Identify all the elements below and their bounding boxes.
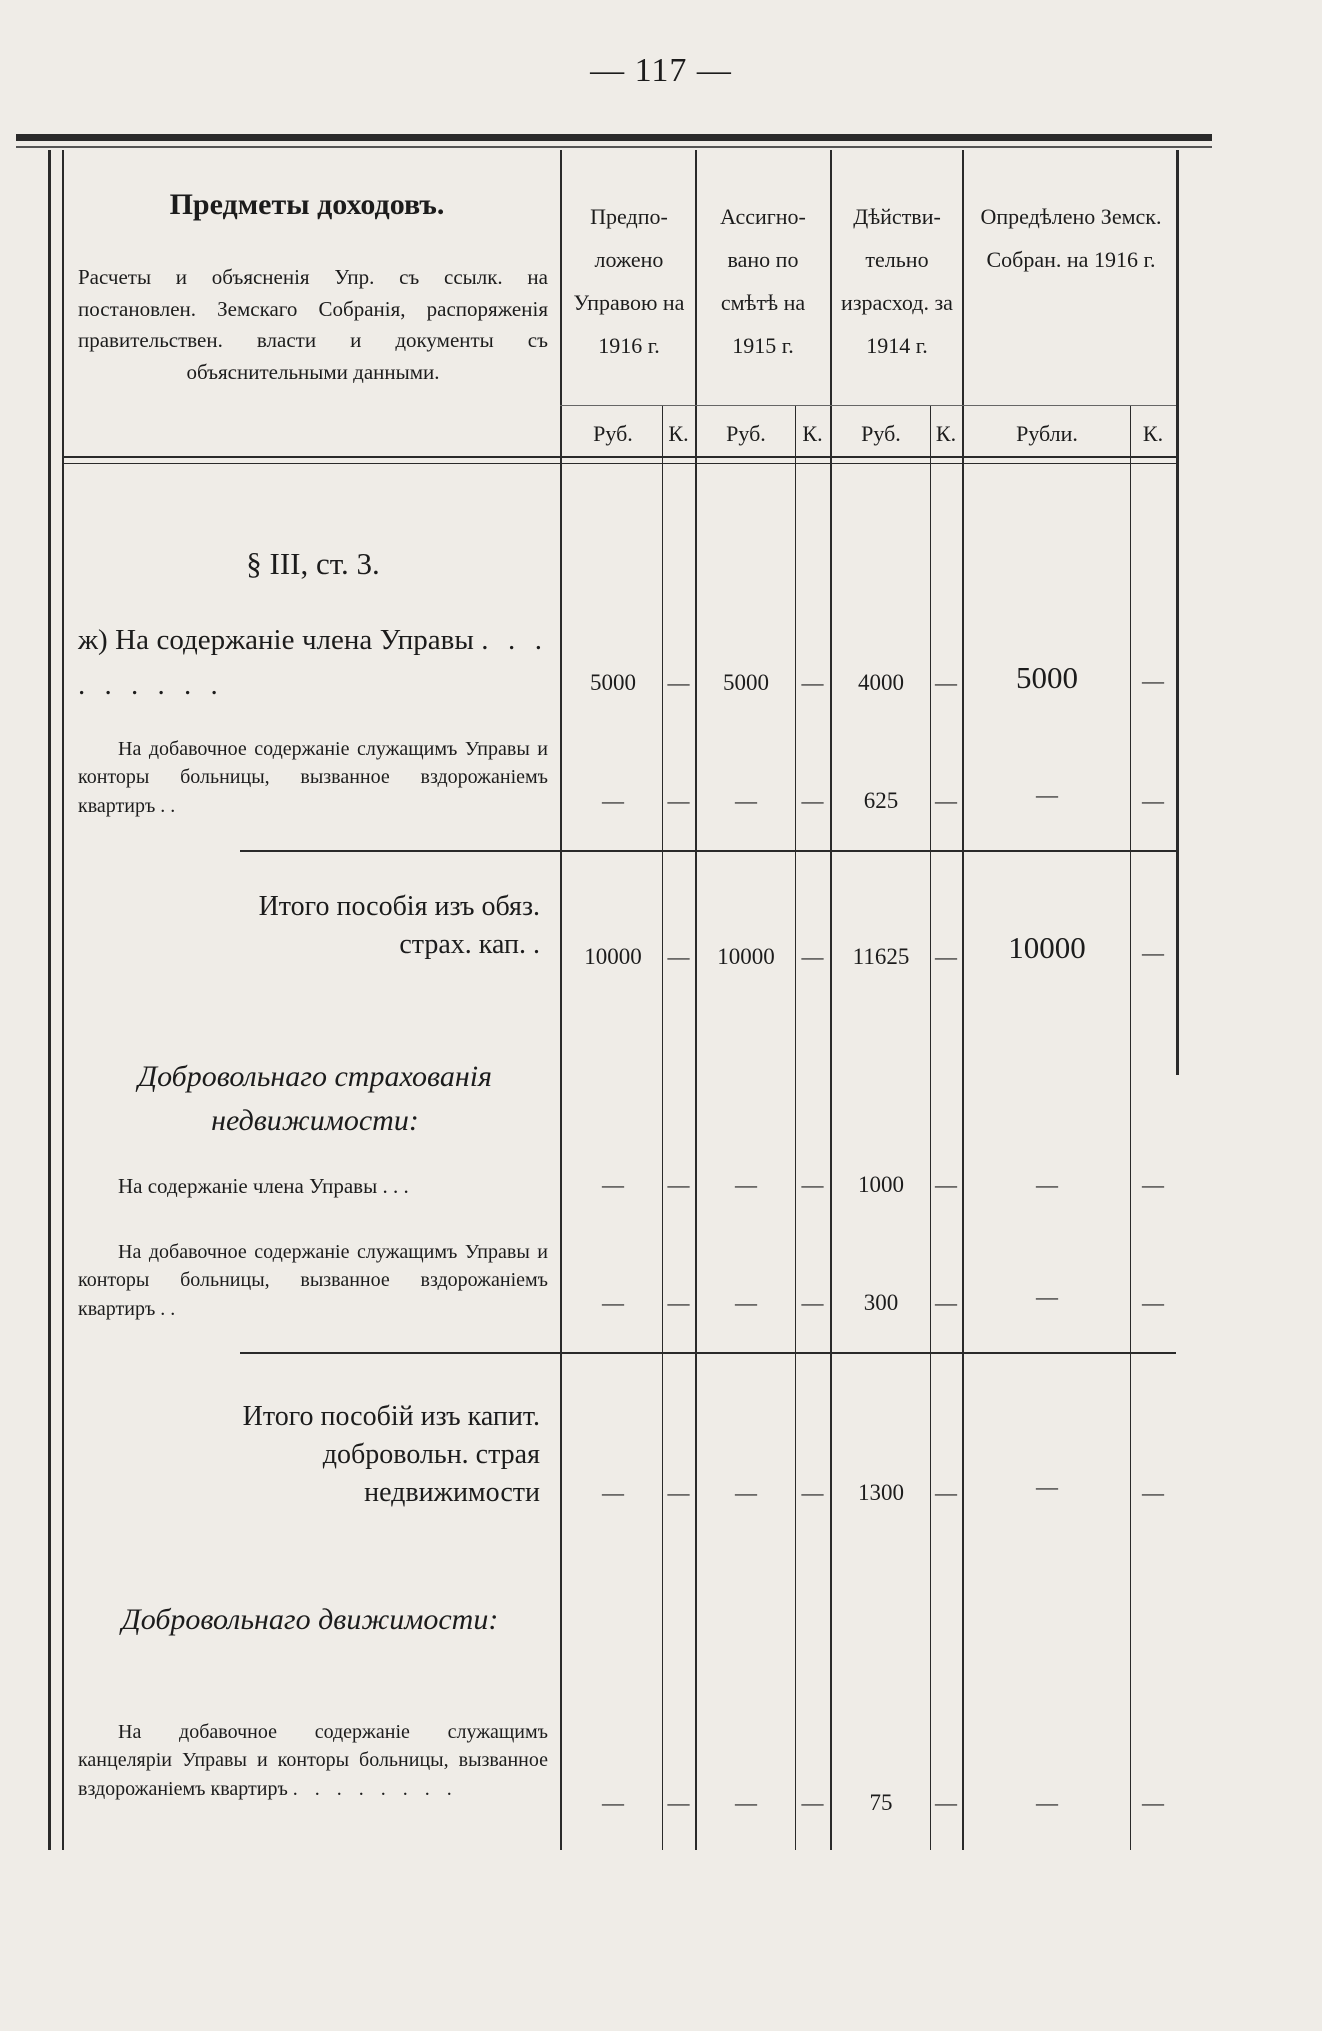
row-8-c3k: — [935,1790,957,1815]
row-8-c1k: — [667,1790,690,1815]
row-4-c4: — [1036,1172,1058,1197]
row-0-c4k: — [1142,668,1164,693]
unit-kop-c1: К. [668,421,689,446]
row-0-c1: 5000 [590,670,636,695]
row-1-c3: 625 [863,788,899,813]
kop-divider-c1 [662,405,663,1850]
section-heading: § III, ст. 3. [246,546,380,581]
top-rule-thin [16,146,1212,148]
row-4-c3k: — [935,1172,957,1197]
subtotal-rule-1 [240,850,1176,852]
row-1-c2: — [735,788,757,813]
row-6-c4: — [1036,1474,1058,1499]
row-6-c3k: — [935,1480,957,1505]
table-right-border [1176,150,1179,1075]
row-6-c1k: — [667,1480,690,1505]
row-5-c2: — [735,1290,757,1315]
row-8-c3: 75 [869,1790,893,1815]
kop-divider-c2 [795,405,796,1850]
column-header-determined: Опредѣлено Земск. Собран. на 1916 г. [980,204,1162,272]
table-left-border-inner [62,150,64,1850]
kop-divider-c3 [930,405,931,1850]
unit-kop-c2: К. [802,421,823,446]
top-rule [16,134,1212,141]
row-2-c2: 10000 [717,944,775,969]
row-0-c4: 5000 [1016,660,1078,695]
row-4-text: На содержаніе члена Управы . . . [118,1174,409,1198]
row-0-text: ж) На содержаніе члена Управы . . . . . . . . . [78,624,549,701]
row-1-c2k: — [801,788,824,813]
row-4-c1: — [602,1172,624,1197]
row-6-c2: — [735,1480,757,1505]
unit-rub-c1: Руб. [593,421,633,446]
row-1-c4k: — [1142,788,1164,813]
row-3-heading: Добровольнаго страхованія недвижимости: [137,1060,492,1137]
row-1-c1: — [602,788,624,813]
row-4-c4k: — [1142,1172,1164,1197]
row-6-c1: — [602,1480,624,1505]
row-2-text: Итого пособія изъ обяз. страх. кап. . [258,891,540,960]
row-0-c3: 4000 [858,670,904,695]
unit-rub-c2: Руб. [726,421,766,446]
header-title: Предметы доходовъ. [169,188,445,221]
column-header-spent: Дѣйстви-тельно израсход. за 1914 г. [841,204,953,358]
row-2-c1k: — [667,944,690,969]
row-2-c4k: — [1142,940,1164,965]
row-2-c3k: — [935,944,957,969]
row-4-c3: 1000 [858,1172,904,1197]
row-1-c1k: — [667,788,690,813]
row-6-text: Итого пособій изъ капит. добровольн. страя недвижимости [242,1401,540,1508]
row-4-c1k: — [667,1172,690,1197]
row-5-text: На добавочное содержаніе служащимъ Управы и конторы больницы, вызванное вздорожаніемъ квартиръ . . [78,1241,548,1320]
header-subtitle: Расчеты и объясненія Упр. съ ссылк. на постановлен. Земскаго Собранія, распоряженія правительствен. власти и документы съ объяснительными данными. [78,265,548,384]
row-5-c1: — [602,1290,624,1315]
row-5-c4: — [1036,1284,1058,1309]
row-7-heading: Добровольнаго движимости: [121,1603,499,1636]
row-5-c3: 300 [863,1290,899,1315]
row-0-c2: 5000 [723,670,769,695]
row-2-c4: 10000 [1008,930,1086,965]
row-2-c3: 11625 [852,944,910,969]
kop-divider-c4 [1130,405,1131,1850]
row-0-c1k: — [667,670,690,695]
unit-rub-c3: Руб. [861,421,901,446]
row-4-c2: — [735,1172,757,1197]
row-8-c2k: — [801,1790,824,1815]
row-6-c3: 1300 [858,1480,904,1505]
row-8-c4k: — [1142,1790,1164,1815]
row-5-c1k: — [667,1290,690,1315]
header-bottom-rule-2 [62,463,1176,464]
subtotal-rule-2 [240,1352,1176,1354]
row-1-text: На добавочное содержаніе служащимъ Управы и конторы больницы, вызванное вздорожаніемъ квартиръ . . [78,738,548,817]
column-header-assigned: Ассигно-вано по смѣтѣ на 1915 г. [720,204,806,358]
row-1-c4: — [1036,782,1058,807]
row-5-c2k: — [801,1290,824,1315]
row-0-c3k: — [935,670,957,695]
row-8-c1: — [602,1790,624,1815]
row-8-text: На добавочное содержаніе служащимъ канцеляріи Управы и конторы больницы, вызванное вздорожаніемъ квартиръ . . . . . . . . [78,1721,548,1800]
page-number: — 117 — [590,52,732,89]
row-2-c1: 10000 [584,944,642,969]
row-1-c3k: — [935,788,957,813]
header-bottom-rule [62,456,1176,458]
row-6-c2k: — [801,1480,824,1505]
row-5-c4k: — [1142,1290,1164,1315]
row-8-c2: — [735,1790,757,1815]
unit-rubli-c4: Рубли. [1016,421,1078,446]
row-4-c2k: — [801,1172,824,1197]
row-8-c4: — [1036,1790,1058,1815]
unit-kop-c4: К. [1142,421,1164,446]
row-0-c2k: — [801,670,824,695]
header-units-rule [560,405,1176,406]
row-2-c2k: — [801,944,824,969]
table-left-border [48,150,51,1850]
unit-kop-c3: К. [935,421,957,446]
column-header-proposed: Предпо-ложено Управою на 1916 г. [573,204,685,358]
row-5-c3k: — [935,1290,957,1315]
row-6-c4k: — [1142,1480,1164,1505]
